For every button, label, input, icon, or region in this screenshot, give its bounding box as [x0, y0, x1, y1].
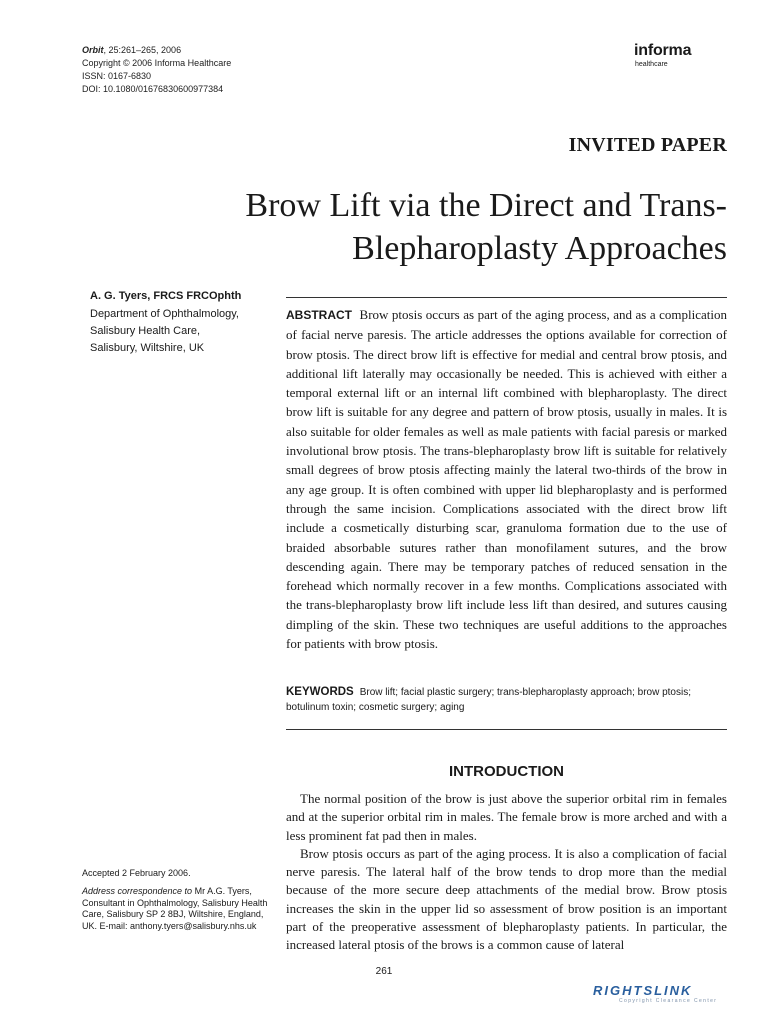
affiliation-line: Department of Ophthalmology,: [90, 308, 239, 320]
rightslink-logo: [593, 983, 717, 1004]
journal-copyright: Copyright © 2006 Informa Healthcare: [82, 58, 232, 68]
keywords-label: KEYWORDS: [286, 686, 354, 698]
correspondence-text: Mr A.G. Tyers, Consultant in Ophthalmology, Salisbury Health Care, Salisbury SP 2 8BJ, Wiltshire, England, UK. E-mail: anthony.tyers@salisbury.nhs.uk: [82, 886, 268, 931]
correspondence-lead: Address correspondence to: [82, 886, 193, 896]
affiliation-line: Salisbury, Wiltshire, UK: [90, 342, 205, 354]
publisher-name: informa: [634, 42, 692, 59]
rightslink-sub: Copyright Clearance Center: [619, 998, 718, 1004]
abstract: [286, 305, 727, 653]
journal-doi: DOI: 10.1080/01676830600977384: [82, 84, 224, 94]
journal-citation: Orbit, 25:261–265, 2006: [82, 45, 182, 55]
section-heading: INTRODUCTION: [449, 763, 564, 780]
affiliation-line: Salisbury Health Care,: [90, 325, 201, 337]
page-number: 261: [375, 966, 393, 977]
paragraph: Brow ptosis occurs as part of the aging process. It is also a complication of facial nerve paresis. The lateral half of the brow tends to drop more than the medial because of the more secure deep attachments of the medial brow. Brow ptosis increases the skin in the upper lid so assessment of brow position is an important part of the preoperative assessment of blepharoplasty patients. In particular, the increased lateral ptosis of the brows is a common cause of lateral: [286, 845, 727, 953]
abstract-top-rule: [286, 297, 727, 298]
journal-name: Orbit: [82, 45, 104, 55]
abstract-label: ABSTRACT: [286, 308, 352, 322]
introduction-body: [286, 790, 727, 955]
correspondence-note: [82, 886, 268, 932]
paper-type: INVITED PAPER: [568, 134, 727, 156]
author-name: A. G. Tyers, FRCS FRCOphth: [90, 290, 242, 302]
accepted-date: Accepted 2 February 2006.: [82, 868, 191, 878]
journal-issn: ISSN: 0167-6830: [82, 71, 152, 81]
rightslink-text: RIGHTSLINK: [593, 983, 693, 998]
keywords-text: Brow lift; facial plastic surgery; trans-blepharoplasty approach; brow ptosis; botulinum toxin; cosmetic surgery; aging: [286, 687, 691, 713]
keywords: [286, 685, 727, 715]
paper-title: Brow Lift via the Direct and Trans-Blepharoplasty Approaches: [245, 187, 727, 267]
journal-meta: [82, 44, 231, 96]
publisher-sub: healthcare: [635, 61, 668, 68]
author-affiliation: [90, 306, 239, 357]
abstract-bottom-rule: [286, 729, 727, 730]
paragraph: The normal position of the brow is just above the superior orbital rim in females and at the superior orbital rim in males. The female brow is more arched and with a less prominent fat pad then in males.: [286, 791, 727, 843]
abstract-text: Brow ptosis occurs as part of the aging process, and as a complication of facial nerve paresis. The article addresses the options available for correction of brow ptosis. The direct brow lift is effective for medial and central brow ptosis, and additional lift laterally may occasionally be needed. This is achieved with either a temporal external lift or an internal lift combined with blepharoplasty. The direct brow lift is suitable for any degree and pattern of brow ptosis, usually in males. It is also suitable for older females as well as male patients with facial paresis or marked involutional brow ptosis. The trans-blepharoplasty brow lift is suitable for relatively small degrees of brow ptosis affecting mainly the lateral two-thirds of the brow in any age group. It is often combined with upper lid blepharoplasty and is performed through the same incision. Complications associated with the direct brow lift include a cosmetically disturbing scar, granuloma formation due to the use of braided absorbable sutures rather than monofilament sutures, and the brow descending again. There may be temporary patches of reduced sensation in the forehead which normally recover in a few months. Complications associated with the trans-blepharoplasty brow lift include less lift than desired, and sutures causing dimpling of the skin. These two techniques are useful additions to the approaches for patients with brow ptosis.: [286, 307, 727, 652]
publisher-logo: [634, 42, 691, 69]
